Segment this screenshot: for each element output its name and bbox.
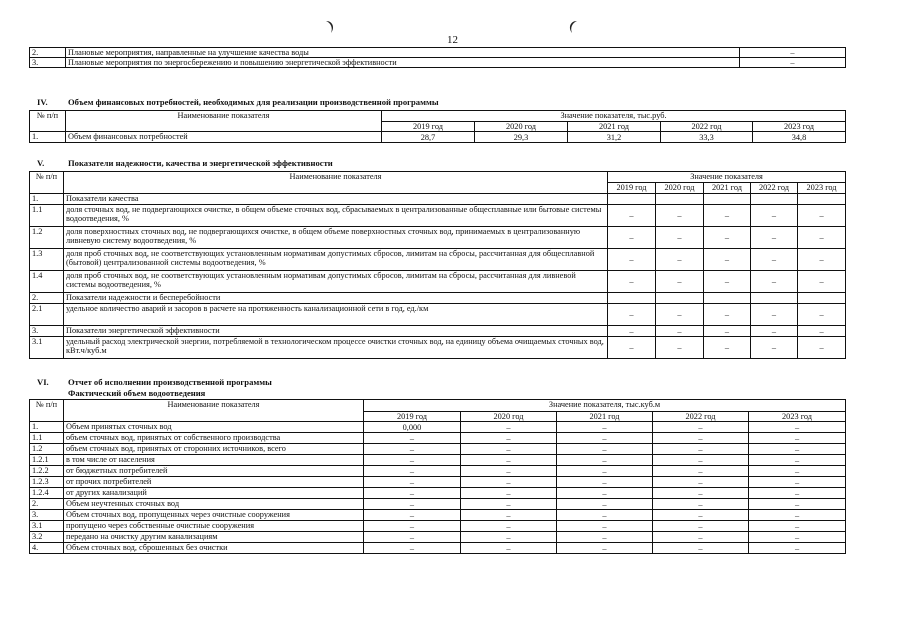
row-value: –: [364, 510, 461, 521]
row-value: –: [653, 444, 749, 455]
year-header: 2022 год: [751, 183, 798, 194]
table-row: [30, 48, 846, 58]
row-name: Объем неучтенных сточных вод: [64, 499, 364, 510]
row-value: –: [557, 521, 653, 532]
table-row: [30, 304, 846, 326]
row-name: удельный расход электрической энергии, потребляемой в технологическом процессе очистки сточных вод, на единицу объема очищаемых сточных вод, кВт.ч/куб.м: [64, 337, 608, 359]
header-value: Значение показателя, тыс.куб.м: [364, 400, 846, 412]
row-value: –: [461, 466, 557, 477]
row-name: доля проб сточных вод, не соответствующих установленным нормативам допустимых сбросов, лимитам на сбросы, рассчитанная для ливневой системы водоотведения, %: [64, 271, 608, 293]
header-name: Наименование показателя: [64, 172, 608, 194]
page-number: 12: [447, 34, 458, 46]
row-value: –: [608, 205, 656, 227]
row-value: –: [704, 326, 751, 337]
header-num: № п/п: [30, 400, 64, 422]
row-value: –: [749, 521, 846, 532]
row-value: –: [557, 499, 653, 510]
row-value: –: [656, 227, 704, 249]
year-header: 2023 год: [798, 183, 846, 194]
row-name: доля проб сточных вод, не соответствующих установленным нормативам допустимых сбросов, лимитам на сбросы, рассчитанная для общесплавной (бытовой) централизованной системы водоотведения, %: [64, 249, 608, 271]
row-name: Объем принятых сточных вод: [64, 422, 364, 433]
row-value: –: [364, 521, 461, 532]
row-value: –: [749, 422, 846, 433]
section-vi-heading: VI. Отчет об исполнении производственной программы: [37, 377, 272, 387]
row-value: –: [751, 337, 798, 359]
row-value: –: [656, 337, 704, 359]
row-value: –: [704, 205, 751, 227]
row-name: Плановые мероприятия, направленные на улучшение качества воды: [66, 48, 740, 58]
row-value: –: [461, 477, 557, 488]
row-value: [656, 194, 704, 205]
year-header: 2019 год: [608, 183, 656, 194]
row-num: 1.3: [30, 249, 64, 271]
row-value: –: [653, 543, 749, 554]
row-value: 0,000: [364, 422, 461, 433]
year-header: 2022 год: [653, 412, 749, 422]
row-value: –: [653, 455, 749, 466]
row-value: –: [704, 337, 751, 359]
table-row: [30, 205, 846, 227]
year-header: 2021 год: [568, 122, 661, 132]
row-value: –: [704, 249, 751, 271]
row-num: 2.: [30, 499, 64, 510]
row-value: –: [364, 477, 461, 488]
row-value: 29,3: [475, 132, 568, 143]
row-value: –: [461, 543, 557, 554]
year-header: 2021 год: [557, 412, 653, 422]
row-value: [608, 293, 656, 304]
row-name: Показатели надежности и бесперебойности: [64, 293, 608, 304]
row-value: 31,2: [568, 132, 661, 143]
row-value: [608, 194, 656, 205]
row-num: 3.2: [30, 532, 64, 543]
row-value: –: [461, 433, 557, 444]
row-name: Плановые мероприятия по энергосбережению и повышению энергетической эффективности: [66, 58, 740, 68]
row-num: 2.1: [30, 304, 64, 326]
row-value: –: [364, 488, 461, 499]
row-value: –: [653, 532, 749, 543]
row-value: –: [653, 422, 749, 433]
table-row: [30, 499, 846, 510]
table-row: [30, 543, 846, 554]
row-value: –: [364, 543, 461, 554]
row-value: –: [653, 510, 749, 521]
row-num: 2.: [30, 48, 66, 58]
row-value: –: [798, 337, 846, 359]
row-value: –: [461, 488, 557, 499]
year-header: 2020 год: [475, 122, 568, 132]
row-value: –: [608, 227, 656, 249]
row-value: [751, 293, 798, 304]
row-value: –: [749, 488, 846, 499]
row-value: –: [557, 444, 653, 455]
row-value: –: [608, 271, 656, 293]
row-value: –: [749, 433, 846, 444]
table-row: [30, 488, 846, 499]
section-v-heading: V. Показатели надежности, качества и энергетической эффективности: [37, 158, 333, 168]
table-row: [30, 271, 846, 293]
year-header: 2023 год: [753, 122, 846, 132]
row-value: –: [653, 477, 749, 488]
section-vi-subtitle: Фактический объем водоотведения: [68, 388, 206, 398]
row-value: –: [740, 48, 846, 58]
row-value: –: [653, 521, 749, 532]
row-value: –: [749, 499, 846, 510]
row-value: –: [656, 271, 704, 293]
reliability-table: [29, 171, 846, 359]
row-value: –: [798, 249, 846, 271]
financing-table: [29, 110, 846, 143]
row-value: –: [751, 205, 798, 227]
binder-hole-left-icon: [323, 20, 335, 34]
row-num: 1.2.2: [30, 466, 64, 477]
row-num: 3.1: [30, 521, 64, 532]
row-value: –: [749, 532, 846, 543]
row-value: –: [751, 227, 798, 249]
row-value: –: [749, 455, 846, 466]
row-name: Объем сточных вод, пропущенных через очистные сооружения: [64, 510, 364, 521]
header-num: № п/п: [30, 172, 64, 194]
row-value: –: [751, 249, 798, 271]
row-value: –: [557, 422, 653, 433]
row-value: –: [749, 543, 846, 554]
row-value: –: [557, 510, 653, 521]
row-value: –: [704, 227, 751, 249]
row-num: 1.2.3: [30, 477, 64, 488]
table-row: [30, 422, 846, 433]
year-header: 2019 год: [364, 412, 461, 422]
row-num: 1.2: [30, 444, 64, 455]
row-value: –: [798, 227, 846, 249]
row-value: –: [653, 499, 749, 510]
row-value: –: [557, 477, 653, 488]
row-name: доля сточных вод, не подвергающихся очистке, в общем объеме сточных вод, сбрасываемых в централизованные общесплавные или бытовые системы водоотведения, %: [64, 205, 608, 227]
row-value: [751, 194, 798, 205]
row-value: –: [557, 543, 653, 554]
table-row: [30, 521, 846, 532]
table-row: [30, 477, 846, 488]
row-num: 1.2.1: [30, 455, 64, 466]
row-value: –: [749, 477, 846, 488]
row-value: –: [608, 304, 656, 326]
row-name: от других канализаций: [64, 488, 364, 499]
row-value: –: [461, 444, 557, 455]
year-header: 2023 год: [749, 412, 846, 422]
row-value: –: [749, 510, 846, 521]
row-value: –: [751, 326, 798, 337]
row-value: –: [364, 466, 461, 477]
row-value: –: [653, 433, 749, 444]
row-name: Объем сточных вод, сброшенных без очистки: [64, 543, 364, 554]
section-iv-heading: IV. Объем финансовых потребностей, необходимых для реализации производственной программы: [37, 97, 439, 107]
row-value: –: [749, 444, 846, 455]
row-value: [704, 194, 751, 205]
row-value: –: [557, 433, 653, 444]
row-num: 1.: [30, 194, 64, 205]
row-name: от бюджетных потребителей: [64, 466, 364, 477]
row-value: –: [798, 304, 846, 326]
row-value: [656, 293, 704, 304]
year-header: 2019 год: [382, 122, 475, 132]
row-value: –: [740, 58, 846, 68]
row-name: объем сточных вод, принятых от сторонних источников, всего: [64, 444, 364, 455]
table-row: [30, 326, 846, 337]
table-row: [30, 293, 846, 304]
header-name: Наименование показателя: [66, 111, 382, 132]
table-row: [30, 433, 846, 444]
row-name: объем сточных вод, принятых от собственного производства: [64, 433, 364, 444]
row-value: –: [656, 304, 704, 326]
row-num: 1.2.4: [30, 488, 64, 499]
row-num: 2.: [30, 293, 64, 304]
row-value: –: [461, 510, 557, 521]
row-value: –: [364, 433, 461, 444]
row-value: –: [608, 249, 656, 271]
row-num: 1.1: [30, 205, 64, 227]
measures-table: [29, 47, 846, 68]
year-header: 2020 год: [656, 183, 704, 194]
row-value: –: [751, 304, 798, 326]
row-num: 3.: [30, 326, 64, 337]
row-value: [798, 293, 846, 304]
row-num: 3.: [30, 58, 66, 68]
row-value: –: [461, 422, 557, 433]
table-row: [30, 337, 846, 359]
row-value: –: [656, 326, 704, 337]
row-value: –: [749, 466, 846, 477]
row-value: –: [461, 455, 557, 466]
row-num: 1.: [30, 132, 66, 143]
row-value: –: [557, 488, 653, 499]
row-num: 4.: [30, 543, 64, 554]
row-value: –: [704, 271, 751, 293]
row-name: Показатели энергетической эффективности: [64, 326, 608, 337]
row-value: 34,8: [753, 132, 846, 143]
table-row: [30, 466, 846, 477]
table-row: [30, 132, 846, 143]
row-num: 1.: [30, 422, 64, 433]
table-row: [30, 444, 846, 455]
row-value: –: [653, 488, 749, 499]
row-name: Показатели качества: [64, 194, 608, 205]
year-header: 2022 год: [661, 122, 753, 132]
row-value: –: [461, 521, 557, 532]
row-value: –: [557, 532, 653, 543]
row-value: –: [798, 271, 846, 293]
row-value: –: [364, 444, 461, 455]
row-num: 1.4: [30, 271, 64, 293]
binder-hole-right-icon: [568, 20, 580, 34]
row-num: 3.1: [30, 337, 64, 359]
row-value: [798, 194, 846, 205]
row-name: доля поверхностных сточных вод, не подвергающихся очистке, в общем объеме поверхностных сточных вод, принимаемых в централизованную ливневую систему водоотведения, %: [64, 227, 608, 249]
table-row: [30, 532, 846, 543]
year-header: 2020 год: [461, 412, 557, 422]
year-header: 2021 год: [704, 183, 751, 194]
row-value: –: [364, 455, 461, 466]
header-value: Значение показателя, тыс.руб.: [382, 111, 846, 122]
row-name: удельное количество аварий и засоров в расчете на протяженность канализационной сети в год, ед./км: [64, 304, 608, 326]
row-value: 33,3: [661, 132, 753, 143]
row-name: пропущено через собственные очистные сооружения: [64, 521, 364, 532]
table-row: [30, 510, 846, 521]
row-value: –: [653, 466, 749, 477]
row-value: –: [557, 455, 653, 466]
row-name: в том числе от населения: [64, 455, 364, 466]
table-row: [30, 227, 846, 249]
row-name: от прочих потребителей: [64, 477, 364, 488]
row-num: 1.1: [30, 433, 64, 444]
table-row: [30, 194, 846, 205]
row-num: 1.2: [30, 227, 64, 249]
table-row: [30, 455, 846, 466]
row-value: –: [798, 326, 846, 337]
row-value: –: [751, 271, 798, 293]
header-value: Значение показателя: [608, 172, 846, 183]
row-value: [704, 293, 751, 304]
row-value: –: [608, 337, 656, 359]
row-name: Объем финансовых потребностей: [66, 132, 382, 143]
table-row: [30, 58, 846, 68]
row-value: –: [656, 205, 704, 227]
wastewater-volume-table: [29, 399, 846, 554]
row-value: –: [364, 499, 461, 510]
header-name: Наименование показателя: [64, 400, 364, 422]
row-value: –: [461, 532, 557, 543]
row-value: 28,7: [382, 132, 475, 143]
row-value: –: [608, 326, 656, 337]
header-num: № п/п: [30, 111, 66, 132]
table-row: [30, 249, 846, 271]
row-value: –: [798, 205, 846, 227]
row-value: –: [364, 532, 461, 543]
row-value: –: [704, 304, 751, 326]
row-value: –: [557, 466, 653, 477]
row-value: –: [461, 499, 557, 510]
row-name: передано на очистку другим канализациям: [64, 532, 364, 543]
row-value: –: [656, 249, 704, 271]
row-num: 3.: [30, 510, 64, 521]
